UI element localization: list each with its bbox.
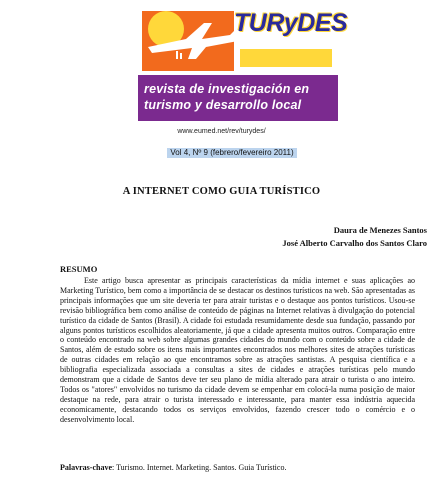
abstract-text: Este artigo busca apresentar as principais características da mídia internet e suas aplicações ao Marketing Turístico, bem como a importância de se destacar os destinos turísticos na web. São apresentadas as principais informações que um site deveria ter para atrair turistas e o destaque aos pontos turísticos. Usou-se revisão bibliográfica bem como análise de conteúdo de páginas na Internet relativas à divulgação do potencial turístico da cidade de Santos (Brasil). A cidade foi estudada resumidamente desde sua fundação, passando por alguns pontos turísticos escolhidos aleatoriamente, já que a cidade apresenta muitos outros. Comparação entre o conteúdo encontrado na web sobre algumas grandes cidades do mundo com o conteúdo sobre a cidade de Santos, além de estudo sobre os itens mais importantes encontrados nos melhores sites de atrações turísticas de outras cidades em relação ao que encontramos sobre as atrações santistas. A pesquisa científica e a bibliografia especializada associada a consultas a sites de cidades e atrações turísticas pelo mundo demonstram que a cidade de Santos deve ter seu plano de mídia alterado para atrair o turista o ano inteiro. Todos os "atores" envolvidos no turismo da cidade devem se empenhar em colocá-la numa posição de maior destaque na rede, para atrair o turista interessado e interessante, para manter essa indústria aquecida economicamente, destacando todos os serviços envolvidos, fazendo crescer todo o comércio e o desenvolvimento local.: [60, 276, 415, 424]
airplane-icon: [146, 17, 242, 61]
journal-url[interactable]: www.eumed.net/rev/turydes/: [177, 128, 266, 135]
keywords-text: : Turismo. Internet. Marketing. Santos. Guia Turístico.: [112, 463, 287, 472]
logo-brand-text: TURyDES: [234, 9, 348, 37]
abstract-heading: RESUMO: [60, 264, 98, 274]
author-name: José Alberto Carvalho dos Santos Claro: [282, 238, 427, 248]
logo-top-section: [138, 5, 348, 75]
logo-brand-underlay: [240, 49, 332, 67]
logo-subtitle-line-2: turismo y desarrollo local: [144, 98, 302, 112]
author-list: [282, 224, 427, 250]
article-title: A INTERNET COMO GUIA TURÍSTICO: [122, 186, 321, 197]
keywords-line: [60, 463, 420, 473]
volume-issue: Vol 4, Nº 9 (febrero/fevereiro 2011): [167, 148, 297, 158]
logo-subtitle-band: [138, 75, 338, 121]
author-name: Daura de Menezes Santos: [333, 225, 427, 235]
logo-subtitle-line-1: revista de investigación en: [144, 82, 310, 96]
journal-logo: [138, 5, 348, 125]
keywords-label: Palavras-chave: [60, 463, 112, 472]
